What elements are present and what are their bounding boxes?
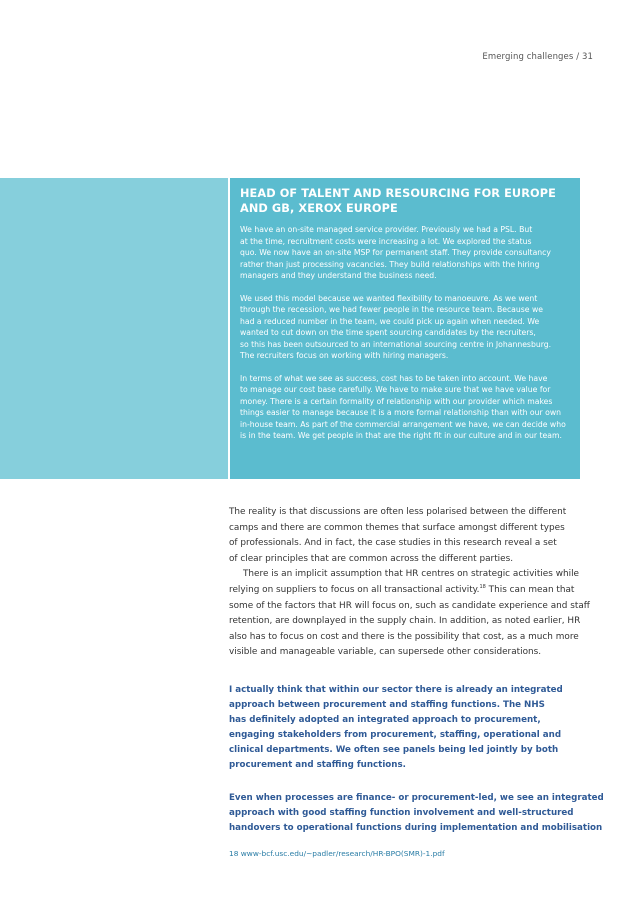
- text-line: There is an implicit assumption that HR centres on strategic activities while: [243, 569, 579, 580]
- text-line: so this has been outsourced to an international sourcing centre in Johannesburg.: [240, 339, 552, 349]
- pull-quote: [229, 791, 604, 836]
- case-study-paragraph: [240, 293, 568, 362]
- text-line: of professionals. And in fact, the case studies in this research reveal a set: [229, 538, 557, 549]
- footnote-reference: 18: [479, 584, 486, 590]
- text-line: in-house team. As part of the commercial arrangement we have, we can decide who: [240, 419, 566, 429]
- text-line: is in the team. We get people in that are the right fit in our culture and in our team.: [240, 431, 562, 440]
- quote-line: has definitely adopted an integrated approach to procurement,: [229, 714, 541, 725]
- text-line: visible and manageable variable, can supersede other considerations.: [229, 647, 542, 658]
- text-line: to manage our cost base carefully. We have to make sure that we have value for: [240, 385, 551, 394]
- text-line: things easier to manage because it is a more formal relationship than with our own: [240, 408, 561, 417]
- text-line: quo. We now have an on-site MSP for permanent staff. They provide consultancy: [240, 248, 551, 257]
- text-line: retention, are downplayed in the supply chain. In addition, as noted earlier, HR: [229, 616, 581, 627]
- running-head: Emerging challenges / 31: [482, 52, 593, 62]
- quote-line: approach between procurement and staffing functions. The NHS: [229, 699, 545, 710]
- case-study-paragraph: [240, 373, 568, 442]
- text-line: also has to focus on cost and there is the possibility that cost, as a much more: [229, 631, 579, 642]
- quote-line: I actually think that within our sector there is already an integrated: [229, 685, 563, 695]
- text-line: camps and there are common themes that surface amongst different types: [229, 522, 565, 533]
- quote-line: engaging stakeholders from procurement, staffing, operational and: [229, 729, 562, 740]
- text-line: some of the factors that HR will focus on, such as candidate experience and staff: [229, 600, 590, 611]
- footnote: 18 www-bcf.usc.edu/~padler/research/HR-BPO(SMR)-1.pdf: [229, 849, 445, 858]
- decorative-teal-bar: [0, 178, 228, 479]
- case-study-title: [240, 187, 568, 216]
- case-study-paragraph: [240, 224, 568, 282]
- text-line: We have an on-site managed service provider. Previously we had a PSL. But: [240, 225, 533, 234]
- text-line: at the time, recruitment costs were increasing a lot. We explored the status: [240, 236, 532, 246]
- quote-line: Even when processes are finance- or procurement-led, we see an integrated: [229, 793, 604, 803]
- quote-line: handovers to operational functions during implementation and mobilisation: [229, 822, 603, 833]
- text-fragment: relying on suppliers to focus on all transactional activity.: [229, 584, 480, 595]
- body-paragraph: [229, 505, 589, 567]
- case-study-box: [228, 178, 580, 479]
- pull-quote: [229, 683, 563, 772]
- case-study-title-line: HEAD OF TALENT AND RESOURCING FOR EUROPE: [240, 187, 556, 200]
- text-line: had a reduced number in the team, we could pick up again when needed. We: [240, 316, 540, 326]
- text-line: The recruiters focus on working with hiring managers.: [240, 351, 449, 360]
- text-line: [229, 583, 589, 599]
- text-line: rather than just processing vacancies. They build relationships with the hiring: [240, 259, 540, 269]
- text-line: We used this model because we wanted flexibility to manoeuvre. As we went: [240, 293, 538, 303]
- quote-line: clinical departments. We often see panels being led jointly by both: [229, 744, 559, 755]
- quote-line: procurement and staffing functions.: [229, 759, 406, 770]
- case-study-title-line: AND GB, XEROX EUROPE: [240, 201, 398, 215]
- text-line: managers and they understand the business need.: [240, 271, 437, 280]
- text-line: money. There is a certain formality of relationship with our provider which makes: [240, 396, 553, 406]
- text-fragment: This can mean that: [485, 584, 575, 595]
- text-line: of clear principles that are common across the different parties.: [229, 553, 514, 564]
- quote-line: approach with good staffing function involvement and well-structured: [229, 807, 574, 818]
- text-line: through the recession, we had fewer people in the resource team. Because we: [240, 305, 543, 314]
- text-line: In terms of what we see as success, cost has to be taken into account. We have: [240, 373, 548, 383]
- body-text: [229, 505, 589, 661]
- text-line: wanted to cut down on the time spent sourcing candidates by the recruiters,: [240, 328, 536, 337]
- text-line: The reality is that discussions are often less polarised between the different: [229, 507, 567, 517]
- body-paragraph: [229, 567, 589, 661]
